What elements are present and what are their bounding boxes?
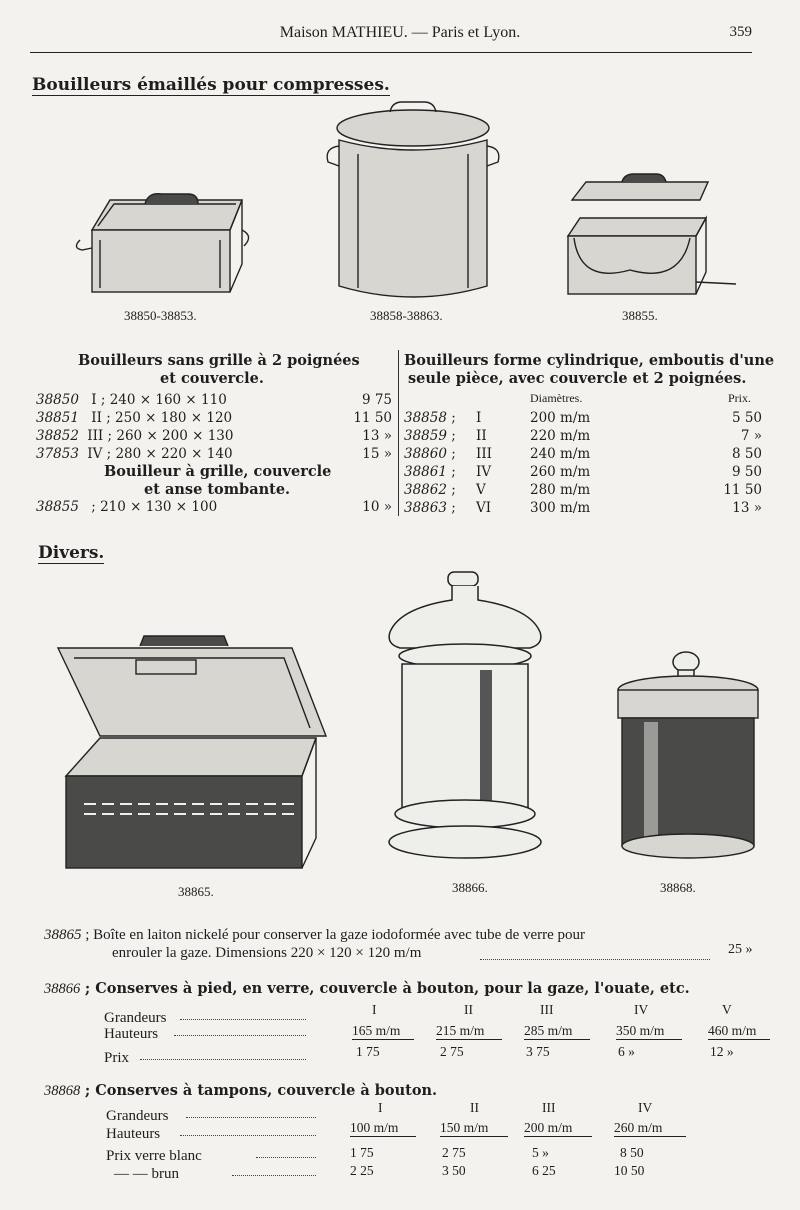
- row-size: III ; 260 × 200 × 130: [87, 428, 234, 444]
- price-col: 3 75: [526, 1044, 550, 1059]
- price-brown-col: 6 25: [532, 1163, 556, 1178]
- glass-jar-stopper-illustration: [612, 650, 766, 870]
- gauze-box-illustration: [44, 628, 344, 878]
- row-ref: 38862: [404, 482, 447, 498]
- left-row: [36, 392, 227, 408]
- right-row: 38858 ;: [404, 410, 456, 426]
- caption-38866: 38866.: [452, 880, 488, 895]
- size-col: IV: [638, 1100, 653, 1115]
- price-white-col: 8 50: [620, 1145, 644, 1160]
- row-ref: 38861: [404, 464, 447, 480]
- caption-38858: 38858-38863.: [370, 308, 443, 323]
- right-title-line2: seule pièce, avec couvercle et 2 poignées.: [408, 370, 747, 387]
- item-38868-title: [44, 1082, 437, 1100]
- right-row-size: II: [476, 428, 487, 444]
- page-number: 359: [729, 24, 752, 40]
- right-row-diam: 280 m/m: [530, 482, 591, 498]
- size-col: III: [542, 1100, 556, 1115]
- left-row-price: 11 50: [353, 410, 392, 426]
- right-row-diam: 200 m/m: [530, 410, 591, 426]
- left-extra-row: [36, 499, 217, 515]
- right-row-price: 8 50: [731, 446, 762, 462]
- left-title-line1: Bouilleurs sans grille à 2 poignées: [78, 352, 360, 369]
- item-38866-title: [44, 980, 690, 998]
- label-grandeurs: Grandeurs: [106, 1108, 169, 1124]
- item-ref: 38866: [44, 981, 81, 997]
- row-ref: 38855: [36, 499, 79, 515]
- boiler-rectangular-illustration: [70, 100, 260, 300]
- label-brun: — — brun: [114, 1166, 179, 1182]
- right-row-size: IV: [476, 464, 492, 480]
- caption-38855: 38855.: [622, 308, 658, 323]
- right-row-diam: 300 m/m: [530, 500, 591, 516]
- row-ref: 38858: [404, 410, 447, 426]
- right-row-size: VI: [476, 500, 492, 516]
- label-hauteurs: Hauteurs: [104, 1026, 159, 1042]
- glass-jar-footed-illustration: [380, 570, 550, 875]
- height-col: 460 m/m: [708, 1023, 770, 1040]
- section-title-divers: Divers.: [38, 543, 105, 563]
- label-hauteurs: Hauteurs: [106, 1126, 161, 1142]
- price-col: 1 75: [356, 1044, 380, 1059]
- leader-dots: [140, 1059, 306, 1060]
- price-col: 2 75: [440, 1044, 464, 1059]
- row-ref: 38859: [404, 428, 447, 444]
- right-row-price: 7 »: [740, 428, 762, 444]
- right-row: 38861 ;: [404, 464, 456, 480]
- size-col: V: [722, 1002, 732, 1017]
- right-row-size: III: [476, 446, 492, 462]
- size-col: II: [464, 1002, 473, 1017]
- height-col: 150 m/m: [440, 1120, 508, 1137]
- left-subtitle-line2: et anse tombante.: [144, 481, 291, 498]
- right-row-diam: 240 m/m: [530, 446, 591, 462]
- size-col: IV: [634, 1002, 649, 1017]
- height-col: 285 m/m: [524, 1023, 590, 1040]
- right-title-line1: Bouilleurs forme cylindrique, emboutis d'une: [404, 352, 775, 369]
- price-brown-col: 3 50: [442, 1163, 466, 1178]
- row-ref: 38850: [36, 392, 79, 408]
- col-header-diameters: Diamètres.: [530, 391, 583, 405]
- row-ref: 37853: [36, 446, 79, 462]
- caption-38868: 38868.: [660, 880, 696, 895]
- right-row-size: I: [476, 410, 482, 426]
- row-size: I ; 240 × 160 × 110: [91, 392, 227, 408]
- label-prix: Prix: [104, 1050, 130, 1066]
- height-col: 260 m/m: [614, 1120, 686, 1137]
- leader-dots: [180, 1019, 306, 1020]
- height-col: 350 m/m: [616, 1023, 682, 1040]
- left-title-line2: et couvercle.: [160, 370, 264, 387]
- right-row: 38863 ;: [404, 500, 456, 516]
- left-row-price: 9 75: [361, 392, 392, 408]
- leader-dots: [256, 1157, 316, 1158]
- row-ref: 38863: [404, 500, 447, 516]
- leader-dots: [186, 1117, 316, 1118]
- leader-dots: [480, 945, 710, 960]
- col-header-price: Prix.: [728, 391, 752, 405]
- height-col: 215 m/m: [436, 1023, 502, 1040]
- price-col: 6 »: [618, 1044, 635, 1059]
- right-row-price: 11 50: [723, 482, 762, 498]
- size-col: II: [470, 1100, 479, 1115]
- item-desc: ; Conserves à tampons, couvercle à bouton.: [84, 1082, 438, 1099]
- column-divider: [398, 350, 399, 516]
- price-white-col: 1 75: [350, 1145, 374, 1160]
- left-extra-price: 10 »: [362, 499, 392, 515]
- left-subtitle-line1: Bouilleur à grille, couvercle: [104, 463, 332, 480]
- price-white-col: 2 75: [442, 1145, 466, 1160]
- item-ref: 38868: [44, 1083, 81, 1099]
- right-row-diam: 220 m/m: [530, 428, 591, 444]
- row-ref: 38852: [36, 428, 79, 444]
- right-row-price: 13 »: [732, 500, 762, 516]
- price-brown-col: 2 25: [350, 1163, 374, 1178]
- right-row: 38859 ;: [404, 428, 456, 444]
- item-desc: ; Conserves à pied, en verre, couvercle à bouton, pour la gaze, l'ouate, etc.: [84, 980, 690, 997]
- caption-38865: 38865.: [178, 884, 214, 899]
- label-grandeurs: Grandeurs: [104, 1010, 167, 1026]
- item-ref: 38865: [44, 927, 82, 943]
- item-38865-line2: enrouler la gaze. Dimensions 220 × 120 × 120 m/m: [112, 945, 422, 961]
- row-size: II ; 250 × 180 × 120: [91, 410, 233, 426]
- left-row: [36, 428, 233, 444]
- left-row: [36, 446, 233, 462]
- height-col: 200 m/m: [524, 1120, 592, 1137]
- item-desc: ; Boîte en laiton nickelé pour conserver la gaze iodoformée avec tube de verre pour: [85, 927, 586, 943]
- section-title-bouilleurs: Bouilleurs émaillés pour compresses.: [32, 75, 390, 95]
- right-row: 38862 ;: [404, 482, 456, 498]
- size-col: III: [540, 1002, 554, 1017]
- boiler-with-grille-illustration: [560, 172, 740, 302]
- row-ref: 38851: [36, 410, 79, 426]
- left-row: [36, 410, 232, 426]
- page-header: Maison MATHIEU. — Paris et Lyon.: [279, 24, 521, 41]
- right-row-diam: 260 m/m: [530, 464, 591, 480]
- label-prix-blanc: Prix verre blanc: [106, 1148, 202, 1164]
- item-38865-line1: [44, 927, 585, 944]
- row-size: ; 210 × 130 × 100: [91, 499, 218, 515]
- leader-dots: [174, 1035, 306, 1036]
- size-col: I: [372, 1002, 377, 1017]
- row-ref: 38860: [404, 446, 447, 462]
- right-row-price: 9 50: [731, 464, 762, 480]
- right-row: 38860 ;: [404, 446, 456, 462]
- item-38865-price: 25 »: [728, 942, 753, 957]
- row-size: IV ; 280 × 220 × 140: [87, 446, 233, 462]
- height-col: 100 m/m: [350, 1120, 416, 1137]
- header-rule: [30, 52, 752, 53]
- caption-38850: 38850-38853.: [124, 308, 197, 323]
- price-white-col: 5 »: [532, 1145, 549, 1160]
- leader-dots: [232, 1175, 316, 1176]
- price-brown-col: 10 50: [614, 1163, 645, 1178]
- boiler-cylindrical-illustration: [318, 98, 508, 308]
- leader-dots: [180, 1135, 316, 1136]
- right-row-price: 5 50: [731, 410, 762, 426]
- left-row-price: 13 »: [362, 428, 392, 444]
- right-row-size: V: [476, 482, 486, 498]
- price-col: 12 »: [710, 1044, 734, 1059]
- height-col: 165 m/m: [352, 1023, 414, 1040]
- left-row-price: 15 »: [362, 446, 392, 462]
- size-col: I: [378, 1100, 383, 1115]
